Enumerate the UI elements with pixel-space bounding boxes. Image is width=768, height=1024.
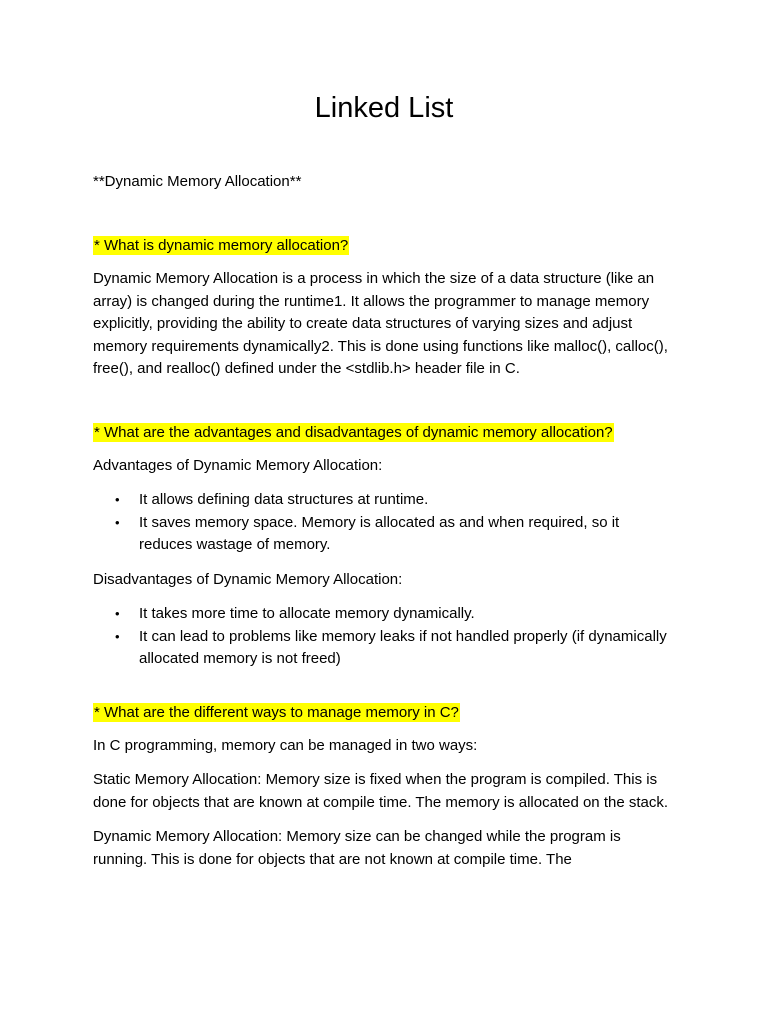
- list-item: [115, 626, 675, 671]
- question-2-wrapper: [93, 423, 675, 443]
- bullet-icon: •: [115, 514, 120, 530]
- memory-intro-paragraph: In C programming, memory can be managed in two ways:: [93, 736, 478, 754]
- list-item: [115, 603, 675, 626]
- disadvantages-list: [93, 603, 675, 671]
- disadvantages-heading: Disadvantages of Dynamic Memory Allocation:: [93, 570, 403, 588]
- bullet-icon: •: [115, 606, 120, 621]
- document-title: Linked List: [314, 92, 454, 124]
- dynamic-allocation-paragraph: Dynamic Memory Allocation: Memory size can be changed while the program is running. This is done for objects that are not known at compile time. The: [93, 828, 621, 868]
- bullet-icon: •: [115, 628, 120, 644]
- question-3-wrapper: [93, 703, 675, 723]
- list-item-text: It can lead to problems like memory leaks if not handled properly (if dynamically allocated memory is not freed): [139, 627, 667, 667]
- advantages-list: [93, 489, 675, 557]
- list-item-text: It takes more time to allocate memory dynamically.: [139, 605, 475, 622]
- bullet-icon: •: [115, 492, 120, 507]
- static-allocation-paragraph: Static Memory Allocation: Memory size is fixed when the program is compiled. This is done for objects that are known at compile time. The memory is allocated on the stack.: [93, 771, 669, 811]
- question-3-highlight: * What are the different ways to manage memory in C?: [94, 703, 459, 721]
- answer-1-paragraph: Dynamic Memory Allocation is a process in which the size of a data structure (like an array) is changed during the runtime1. It allows the programmer to manage memory explicitly, providing the ability to create data structures of varying sizes and adjust memory requirements dynamically2. This is done using functions like malloc(), calloc(), free(), and realloc() defined under the <stdlib.h> header file in C.: [93, 270, 668, 377]
- list-item: [115, 512, 675, 557]
- advantages-heading: Advantages of Dynamic Memory Allocation:: [93, 456, 383, 474]
- question-1-highlight: * What is dynamic memory allocation?: [94, 237, 349, 254]
- question-1-wrapper: [93, 236, 675, 256]
- section-subtitle: **Dynamic Memory Allocation**: [93, 173, 302, 190]
- list-item-text: It allows defining data structures at runtime.: [139, 491, 429, 508]
- question-2-highlight: * What are the advantages and disadvantages of dynamic memory allocation?: [94, 423, 613, 441]
- list-item: [115, 489, 675, 512]
- list-item-text: It saves memory space. Memory is allocated as and when required, so it reduces wastage of memory.: [139, 513, 620, 553]
